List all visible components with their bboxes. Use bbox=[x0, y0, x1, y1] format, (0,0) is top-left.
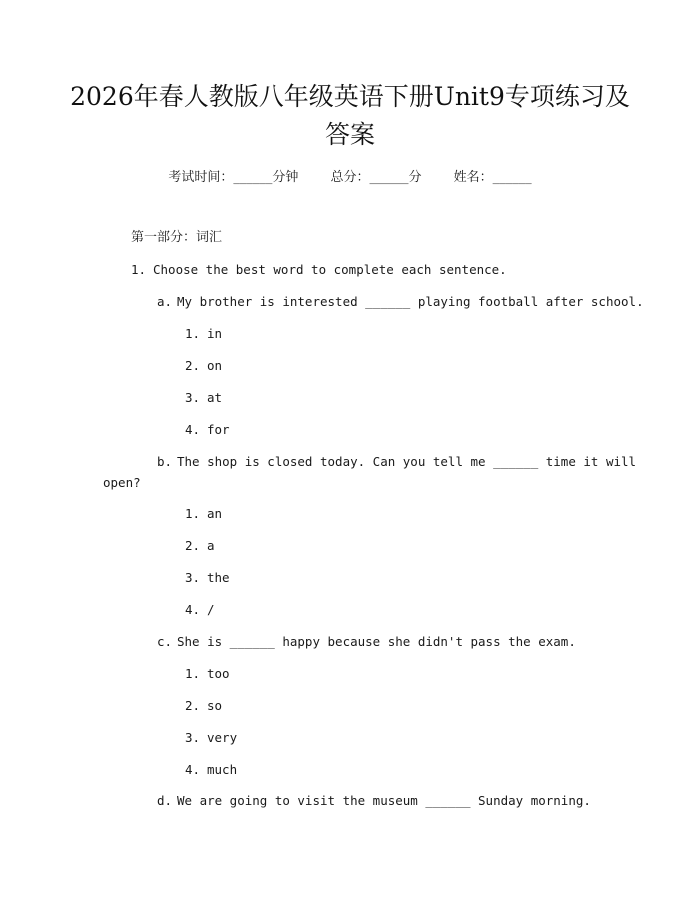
option-number: 4. bbox=[185, 762, 201, 777]
option bbox=[185, 325, 222, 343]
option-number: 1. bbox=[185, 326, 201, 341]
option-text: very bbox=[207, 730, 238, 745]
option-text: in bbox=[207, 326, 223, 341]
option-number: 1. bbox=[185, 506, 201, 521]
option bbox=[185, 729, 237, 747]
option-text: a bbox=[207, 538, 215, 553]
option-number: 4. bbox=[185, 602, 201, 617]
item-d bbox=[157, 792, 591, 810]
option-text: for bbox=[207, 422, 230, 437]
option-number: 2. bbox=[185, 358, 201, 373]
item-letter: c. bbox=[157, 634, 173, 649]
option-text: on bbox=[207, 358, 223, 373]
option bbox=[185, 505, 222, 523]
question-1 bbox=[131, 261, 507, 279]
option-text: so bbox=[207, 698, 223, 713]
exam-time: 考试时间：______分钟 bbox=[168, 170, 299, 185]
option-number: 2. bbox=[185, 538, 201, 553]
question-prompt: Choose the best word to complete each sentence. bbox=[153, 262, 507, 277]
option-text: at bbox=[207, 390, 223, 405]
item-text: My brother is interested ______ playing football after school. bbox=[177, 294, 644, 309]
option-text: / bbox=[207, 602, 215, 617]
option-number: 3. bbox=[185, 730, 201, 745]
exam-score: 总分：______分 bbox=[330, 170, 422, 185]
question-number: 1. bbox=[131, 262, 147, 277]
item-letter: a. bbox=[157, 294, 173, 309]
item-letter: d. bbox=[157, 793, 173, 808]
option bbox=[185, 761, 237, 779]
item-text: She is ______ happy because she didn't pass the exam. bbox=[177, 634, 576, 649]
exam-name: 姓名：______ bbox=[453, 170, 532, 185]
option bbox=[185, 421, 230, 439]
option-number: 3. bbox=[185, 570, 201, 585]
option-text: the bbox=[207, 570, 230, 585]
item-text-continued: open? bbox=[103, 475, 141, 490]
option bbox=[185, 389, 222, 407]
item-c bbox=[157, 633, 576, 651]
item-a bbox=[157, 293, 644, 311]
option-number: 4. bbox=[185, 422, 201, 437]
document-title: 2026年春人教版八年级英语下册Unit9专项练习及答案 bbox=[70, 82, 630, 149]
item-text: The shop is closed today. Can you tell me ______ time it will bbox=[177, 454, 637, 469]
option bbox=[185, 697, 222, 715]
option bbox=[185, 601, 215, 619]
item-b bbox=[157, 453, 636, 471]
option-number: 1. bbox=[185, 666, 201, 681]
option-text: an bbox=[207, 506, 223, 521]
option bbox=[185, 569, 230, 587]
item-letter: b. bbox=[157, 454, 173, 469]
option-text: too bbox=[207, 666, 230, 681]
option-text: much bbox=[207, 762, 238, 777]
option bbox=[185, 665, 230, 683]
item-text: We are going to visit the museum ______ Sunday morning. bbox=[177, 793, 591, 808]
option bbox=[185, 357, 222, 375]
option-number: 2. bbox=[185, 698, 201, 713]
section-heading: 第一部分：词汇 bbox=[131, 230, 223, 245]
exam-meta bbox=[0, 168, 700, 188]
option bbox=[185, 537, 215, 555]
option-number: 3. bbox=[185, 390, 201, 405]
